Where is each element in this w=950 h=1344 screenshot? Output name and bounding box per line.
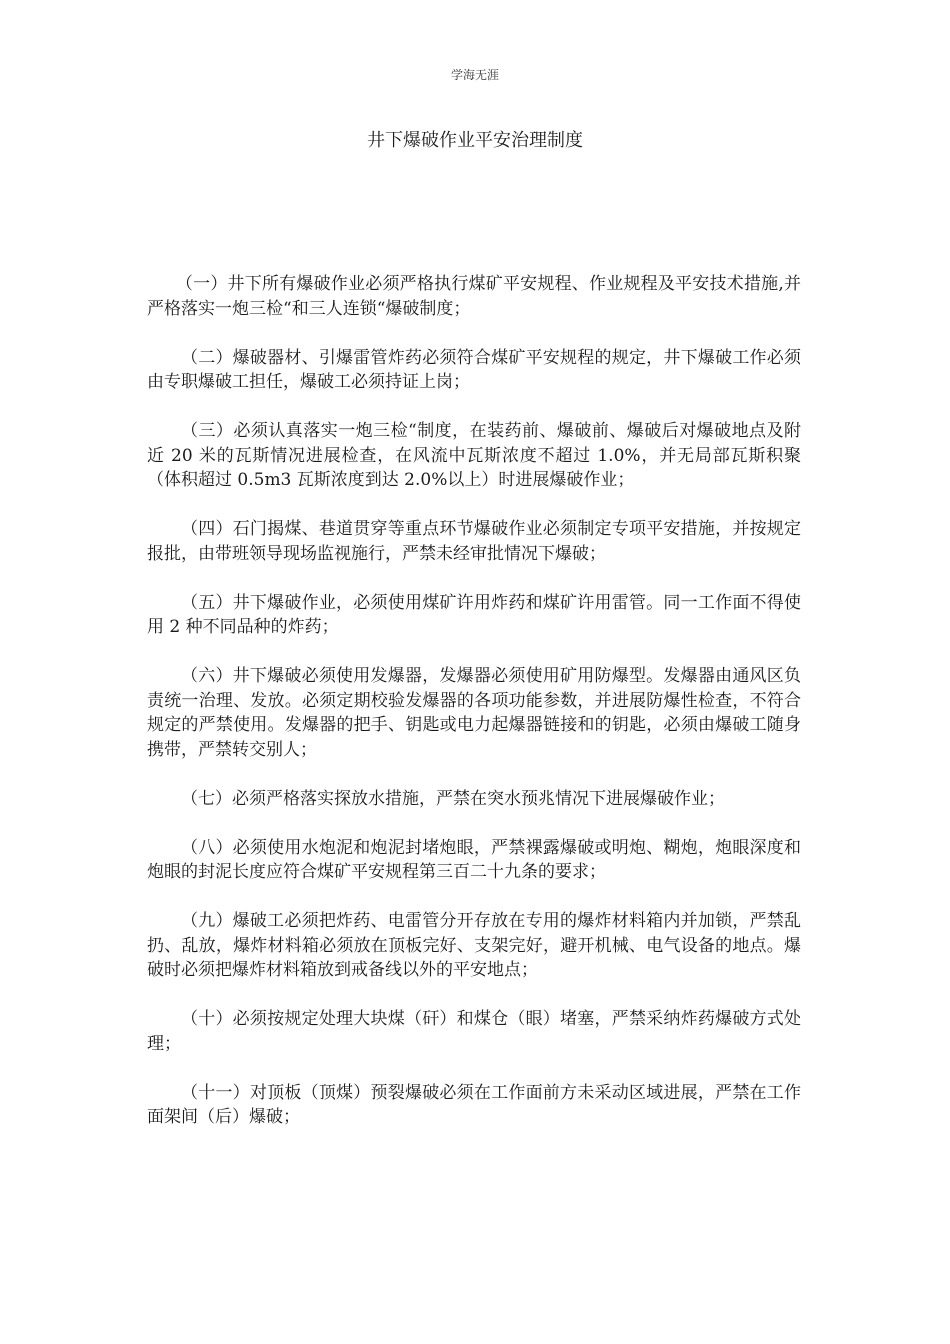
paragraph-4: （四）石门揭煤、巷道贯穿等重点环节爆破作业必须制定专项平安措施，并按规定报批，由带班领导现场监视施行，严禁未经审批情况下爆破； (147, 519, 801, 564)
paragraph-6: （六）井下爆破必须使用发爆器，发爆器必须使用矿用防爆型。发爆器由通风区负责统一治理、发放。必须定期校验发爆器的各项功能参数，并进展防爆性检查，不符合规定的严禁使用。发爆器的把手、钥匙或电力起爆器链接和的钥匙，必须由爆破工随身携带，严禁转交别人； (147, 666, 801, 760)
paragraph-8: （八）必须使用水炮泥和炮泥封堵炮眼，严禁裸露爆破或明炮、糊炮，炮眼深度和炮眼的封泥长度应符合煤矿平安规程第三百二十九条的要求； (147, 837, 801, 882)
paragraph-7: （七）必须严格落实探放水措施，严禁在突水预兆情况下进展爆破作业； (181, 788, 725, 809)
page-header: 学海无涯 (450, 68, 499, 82)
paragraph-2: （二）爆破器材、引爆雷管炸药必须符合煤矿平安规程的规定，井下爆破工作必须由专职爆破工担任，爆破工必须持证上岗； (147, 347, 801, 392)
paragraph-3: （三）必须认真落实一炮三检“制度，在装药前、爆破前、爆破后对爆破地点及附近 20 米的瓦斯情况进展检查，在风流中瓦斯浓度不超过 1.0%，并无局部瓦斯积聚（体积超过 0.5m3 瓦斯浓度到达 2.0%以上）时进展爆破作业； (147, 421, 801, 490)
paragraph-5: （五）井下爆破作业，必须使用煤矿许用炸药和煤矿许用雷管。同一工作面不得使用 2 种不同品种的炸药； (147, 592, 801, 637)
paragraph-1: （一）井下所有爆破作业必须严格执行煤矿平安规程、作业规程及平安技术措施,并严格落实一炮三检“和三人连锁“爆破制度； (147, 274, 801, 319)
paragraph-9: （九）爆破工必须把炸药、电雷管分开存放在专用的爆炸材料箱内并加锁，严禁乱扔、乱放，爆炸材料箱必须放在顶板完好、支架完好，避开机械、电气设备的地点。爆破时必须把爆炸材料箱放到戒备线以外的平安地点； (147, 911, 801, 980)
paragraph-10: （十）必须按规定处理大块煤（矸）和煤仓（眼）堵塞，严禁采纳炸药爆破方式处理； (147, 1009, 801, 1054)
paragraph-11: （十一）对顶板（顶煤）预裂爆破必须在工作面前方未采动区域进展，严禁在工作面架间（后）爆破； (147, 1082, 801, 1127)
document-body (147, 272, 801, 1154)
document-title: 井下爆破作业平安治理制度 (367, 130, 583, 151)
